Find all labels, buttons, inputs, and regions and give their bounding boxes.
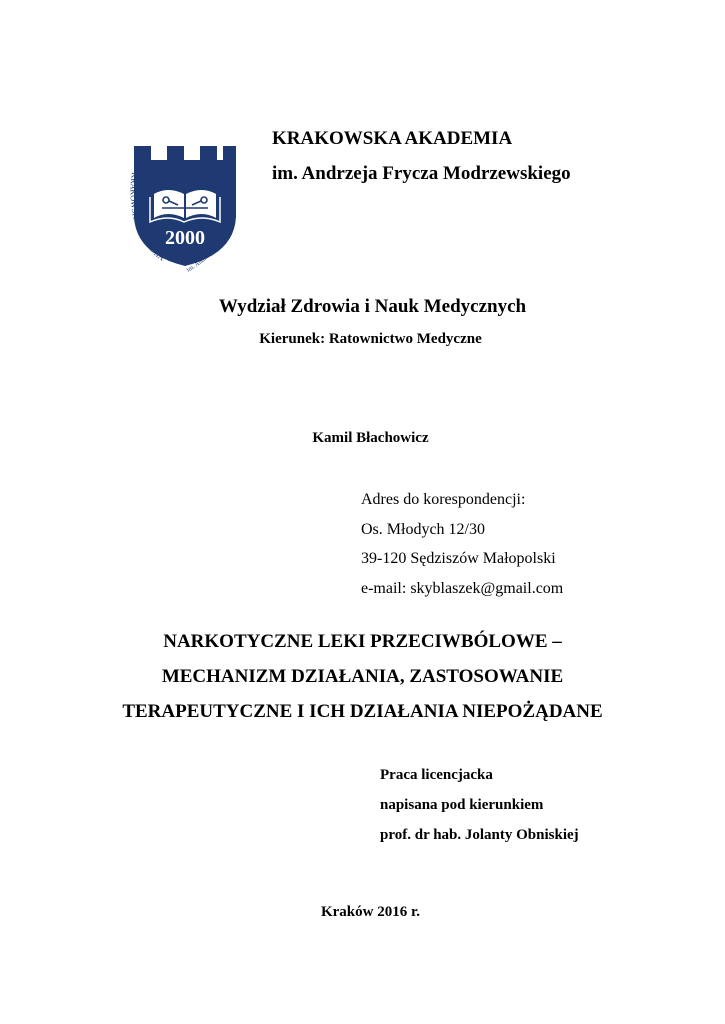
author-name: Kamil Błachowicz bbox=[312, 430, 429, 446]
address-heading: Adres do korespondencji: bbox=[361, 491, 526, 508]
thesis-info bbox=[380, 760, 579, 850]
thesis-title-line: MECHANIZM DZIAŁANIA, ZASTOSOWANIE bbox=[161, 666, 564, 687]
address-city: 39-120 Sędziszów Małopolski bbox=[361, 550, 556, 567]
logo-year: 2000 bbox=[165, 227, 205, 249]
address-email: e-mail: skyblaszek@gmail.com bbox=[361, 579, 564, 597]
thesis-title-line: TERAPEUTYCZNE I ICH DZIAŁANIA NIEPOŻĄDANE bbox=[122, 701, 603, 722]
address-street: Os. Młodych 12/30 bbox=[361, 520, 485, 538]
thesis-title-line: NARKOTYCZNE LEKI PRZECIWBÓLOWE – bbox=[163, 631, 562, 652]
logo-arc-left-text: KRAKOWSKA AKADEMIA bbox=[128, 171, 167, 263]
logo-arc-right-text: im. Andrzeja Frycza Modrzewskiego bbox=[185, 194, 237, 274]
faculty-name: Wydział Zdrowia i Nauk Medycznych bbox=[218, 296, 527, 317]
thesis-supervisor: prof. dr hab. Jolanty Obniskiej bbox=[380, 827, 579, 843]
place-and-date: Kraków 2016 r. bbox=[320, 904, 421, 920]
correspondence-address bbox=[361, 485, 563, 603]
university-logo bbox=[120, 142, 250, 282]
field-of-study: Kierunek: Ratownictwo Medyczne bbox=[259, 331, 482, 347]
university-crest-icon bbox=[120, 142, 250, 282]
thesis-title bbox=[0, 624, 725, 729]
thesis-type: Praca licencjacka bbox=[380, 767, 493, 783]
university-name: KRAKOWSKA AKADEMIA bbox=[272, 128, 513, 149]
university-patron: im. Andrzeja Frycza Modrzewskiego bbox=[272, 163, 571, 184]
thesis-supervised-label: napisana pod kierunkiem bbox=[380, 797, 544, 813]
